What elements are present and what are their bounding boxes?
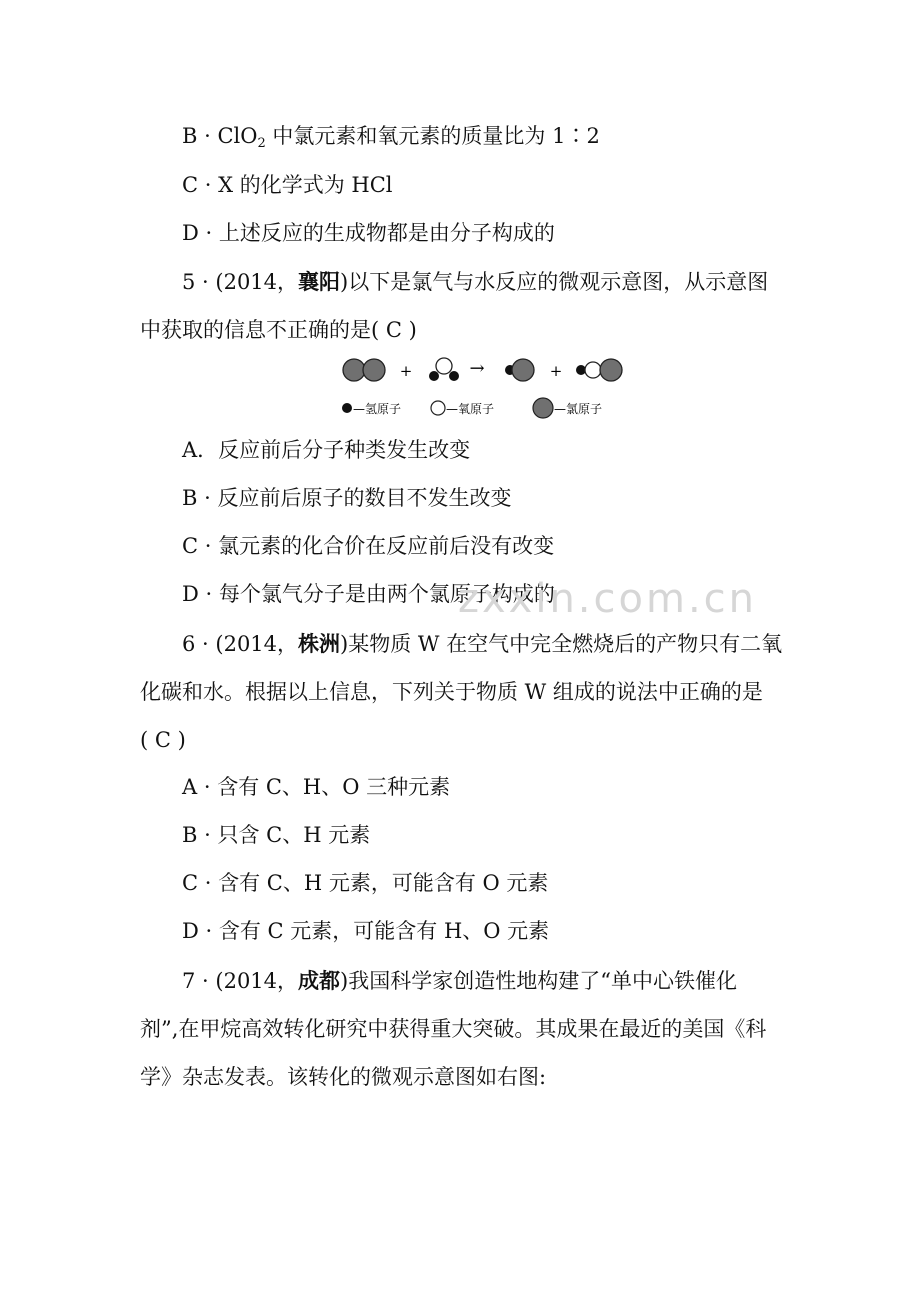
q5-number: 5 · (2014，: [182, 270, 299, 294]
q5-option-c: C · 氯元素的化合价在反应前后没有改变: [182, 534, 555, 558]
q6-stem-line1: [182, 630, 782, 658]
q6-stem-rest: )某物质 W 在空气中完全燃烧后的产物只有二氧: [340, 632, 783, 656]
reaction-diagram: [334, 348, 634, 428]
q7-number: 7 · (2014，: [182, 969, 299, 993]
q5-stem-rest: )以下是氯气与水反应的微观示意图，从示意图: [340, 270, 769, 294]
cl-atom: [363, 359, 385, 381]
q4-option-b-pre: B · ClO: [182, 124, 258, 148]
q4-option-d: D · 上述反应的生成物都是由分子构成的: [182, 221, 555, 245]
q4-option-b: [182, 122, 600, 150]
watermark: zxxin.com.cn: [458, 576, 758, 622]
q5-option-d: D · 每个氯气分子是由两个氯原子构成的: [182, 582, 555, 606]
q6-stem-line3: ( C ): [140, 728, 186, 752]
q5-option-b: B · 反应前后原子的数目不发生改变: [182, 486, 512, 510]
q5-option-a: A．反应前后分子种类发生改变: [182, 438, 471, 462]
q6-number: 6 · (2014，: [182, 632, 299, 656]
cl-atom: [600, 359, 622, 381]
q7-source: 成都: [298, 969, 341, 993]
q7-stem-line1: [182, 967, 737, 995]
q7-stem-rest: )我国科学家创造性地构建了“单中心铁催化: [340, 969, 737, 993]
h-atom: [449, 371, 459, 381]
legend-h-icon: [342, 403, 352, 413]
legend-h-label: —氢原子: [353, 402, 402, 416]
cl-atom: [512, 359, 534, 381]
q7-stem-line3: 学》杂志发表。该转化的微观示意图如右图:: [140, 1065, 547, 1089]
legend-cl-icon: [533, 398, 553, 418]
arrow-icon: →: [469, 358, 485, 379]
q4-option-b-post: 中氯元素和氧元素的质量比为 1∶2: [265, 124, 600, 148]
h-atom: [429, 371, 439, 381]
q5-stem-line1: [182, 268, 780, 296]
q5-stem-line2: 中获取的信息不正确的是( C ): [140, 318, 417, 342]
cl-atom: [343, 359, 365, 381]
q7-stem-line2: 剂”,在甲烷高效转化研究中获得重大突破。其成果在最近的美国《科: [140, 1017, 767, 1041]
q6-stem-line2: 化碳和水。根据以上信息，下列关于物质 W 组成的说法中正确的是: [140, 680, 763, 704]
q6-source: 株洲: [298, 632, 341, 656]
q4-option-c: C · X 的化学式为 HCl: [182, 173, 393, 197]
legend-cl-label: —氯原子: [554, 402, 603, 416]
q6-option-b: B · 只含 C、H 元素: [182, 823, 371, 847]
q5-source: 襄阳: [298, 270, 341, 294]
q6-option-c: C · 含有 C、H 元素，可能含有 O 元素: [182, 871, 549, 895]
o-atom: [436, 358, 452, 374]
o-atom: [585, 362, 601, 378]
q6-option-d: D · 含有 C 元素，可能含有 H、O 元素: [182, 919, 550, 943]
q6-option-a: A · 含有 C、H、O 三种元素: [182, 775, 451, 799]
plus-sign: +: [549, 362, 563, 380]
legend-o-label: —氧原子: [446, 402, 495, 416]
legend-o-icon: [431, 401, 445, 415]
plus-sign: +: [399, 362, 413, 380]
q4-option-b-sub: 2: [257, 136, 266, 151]
